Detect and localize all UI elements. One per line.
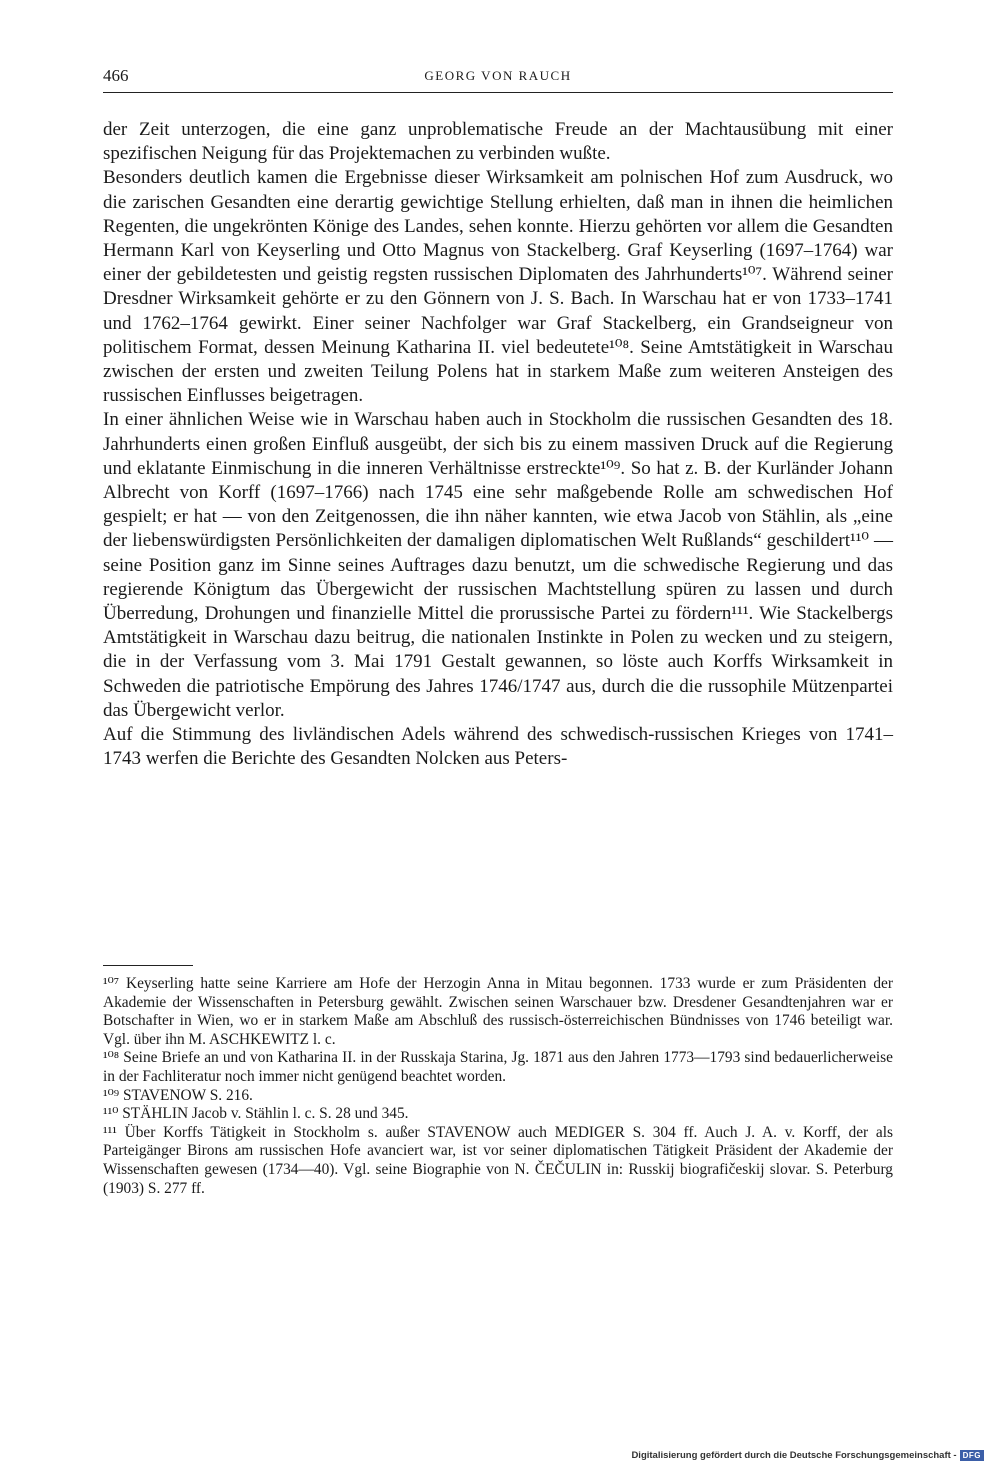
body-paragraph: In einer ähnlichen Weise wie in Warschau haben auch in Stockholm die russischen Gesandten des 18. Jahrhunderts einen großen Einfluß ausgeübt, der sich bis zu einem massiven Druck auf die Regierung und eklatante Einmischung in die inneren Verhältnisse erstreckte¹⁰⁹. So hat z. B. der Kurländer Johann Albrecht von Korff (1697–1766) nach 1745 eine sehr maßgebende Rolle am schwedischen Hof gespielt; er hat — von den Zeitgenossen, die ihn näher kannten, wie etwa Jacob von Stählin, als „eine der liebenswürdigsten Persönlichkeiten der damaligen diplomatischen Welt Rußlands“ geschildert¹¹⁰ — seine Position ganz im Sinne seines Auftrages dazu benutzt, um die schwedische Regierung und das regierende Königtum das Übergewicht der russischen Machtstellung spüren zu lassen und durch Überredung, Drohungen und finanzielle Mittel die prorussische Partei zu fördern¹¹¹. Wie Stackelbergs Amtstätigkeit in Warschau dazu beitrug, die nationalen Instinkte in Polen zu wecken und zu steigern, die in der Verfassung vom 3. Mai 1791 Gestalt gewannen, so löste auch Korffs Wirksamkeit in Schweden die patriotische Empörung des Jahres 1746/1747 aus, durch die die russophile Mützenpartei das Übergewicht verlor. [103,409,893,721]
page-header [103,66,893,93]
body-text [103,118,893,771]
body-paragraph: Auf die Stimmung des livländischen Adels während des schwedisch-russischen Krieges von 1741–1743 werfen die Berichte des Gesandten Nolcken aus Peters- [103,724,893,770]
footnote: ¹⁰⁷ Keyserling hatte seine Karriere am Hofe der Herzogin Anna in Mitau begonnen. 1733 wurde er zum Präsidenten der Akademie der Wissenschaften in Petersburg gewählt. Zwischen seinen Warschauer bzw. Dresdener Gesandtenjahren war er Botschafter in Wien, wo er in starkem Maße am Abschluß des russisch-österreichischen Bündnisses von 1746 beteiligt war. Vgl. über ihn M. ASCHKEWITZ l. c. [103,975,893,1048]
footnote: ¹⁰⁸ Seine Briefe an und von Katharina II. in der Russkaja Starina, Jg. 1871 aus den Jahren 1773—1793 sind bedauerlicherweise in der Fachliteratur noch immer nicht genügend beachtet worden. [103,1049,893,1085]
running-head: GEORG VON RAUCH [424,68,572,83]
footnote: ¹¹⁰ STÄHLIN Jacob v. Stählin l. c. S. 28 und 345. [103,1105,409,1123]
body-paragraph: Besonders deutlich kamen die Ergebnisse dieser Wirksamkeit am polnischen Hof zum Ausdruck, wo die zarischen Gesandten eine derartig gewichtige Stellung erhielten, daß man in ihnen die heimlichen Regenten, die ungekrönten Könige des Landes, sehen konnte. Hierzu gehörten vor allem die Gesandten Hermann Karl von Keyserling und Otto Magnus von Stackelberg. Graf Keyserling (1697–1764) war einer der gebildetesten und geistig regsten russischen Diplomaten des Jahrhunderts¹⁰⁷. Während seiner Dresdner Wirksamkeit gehörte er zu den Gönnern von J. S. Bach. In Warschau hat er von 1733–1741 und 1762–1764 gewirkt. Einer seiner Nachfolger war Graf Stackelberg, ein Grandseigneur von politischem Format, dessen Meinung Katharina II. viel bedeutete¹⁰⁸. Seine Amtstätigkeit in Warschau zwischen der ersten und zweiten Teilung Polens hat in starkem Maße zum weiteren Ansteigen des russischen Einflusses beigetragen. [103,167,893,407]
page-number: 466 [103,66,129,85]
digitization-credit [631,1450,984,1461]
footnote: ¹⁰⁹ STAVENOW S. 216. [103,1086,253,1104]
footnote-separator [103,965,193,966]
footnotes [103,975,893,1198]
dfg-logo-icon: DFG [960,1450,984,1461]
digitization-credit-text: Digitalisierung gefördert durch die Deutsche Forschungsgemeinschaft - [631,1450,957,1461]
body-paragraph: der Zeit unterzogen, die eine ganz unproblematische Freude an der Machtausübung mit einer spezifischen Neigung für das Projektemachen zu verbinden wußte. [103,119,893,165]
footnote: ¹¹¹ Über Korffs Tätigkeit in Stockholm s. außer STAVENOW auch MEDIGER S. 304 ff. Auch J. A. v. Korff, der als Parteigänger Birons am russischen Hofe avanciert war, ist vor seiner diplomatischen Tätigkeit Präsident der Akademie der Wissenschaften gewesen (1734—40). Vgl. seine Biographie von N. ČEČULIN in: Russkij biografičeskij slovar. S. Peterburg (1903) S. 277 ff. [103,1123,893,1197]
